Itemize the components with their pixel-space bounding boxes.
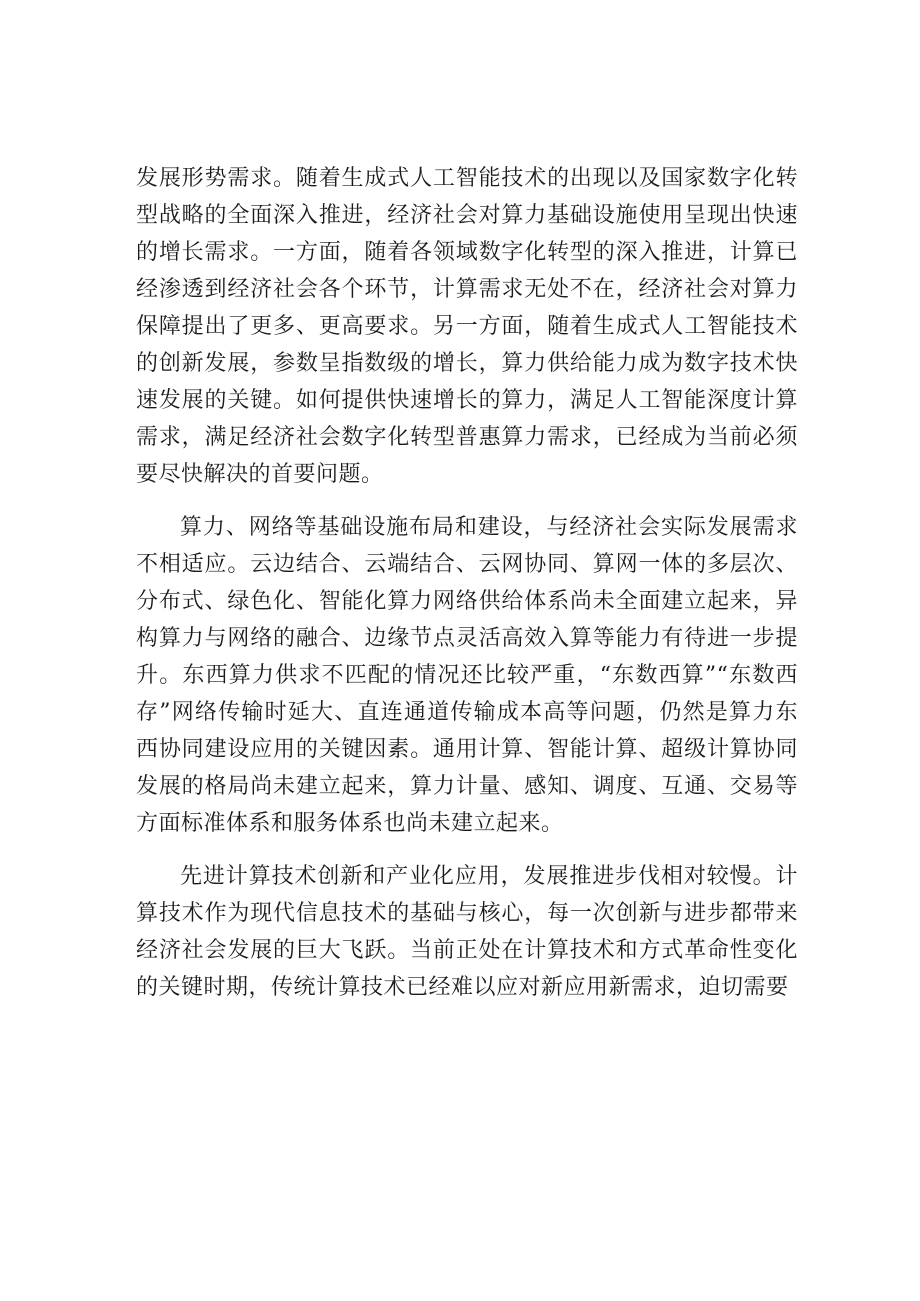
paragraph-infrastructure: 算力、网络等基础设施布局和建设，与经济社会实际发展需求不相适应。云边结合、云端结合、云网协同、算网一体的多层次、分布式、绿色化、智能化算力网络供给体系尚未全面建立起来，异构算力与网络的融合、边缘节点灵活高效入算等能力有待进一步提升。东西算力供求不匹配的情况还比较严重，“东数西算”“东数西存”网络传输时延大、直连通道传输成本高等问题，仍然是算力东西协同建设应用的关键因素。通用计算、智能计算、超级计算协同发展的格局尚未建立起来，算力计量、感知、调度、互通、交易等方面标准体系和服务体系也尚未建立起来。 [136, 515, 798, 836]
paragraph-advanced-computing: 先进计算技术创新和产业化应用，发展推进步伐相对较慢。计算技术作为现代信息技术的基础与核心，每一次创新与进步都带来经济社会发展的巨大飞跃。当前正处在计算技术和方式革命性变化的关键时期，传统计算技术已经难以应对新应用新需求，迫切需要 [136, 864, 798, 1000]
document-body [136, 160, 798, 1006]
paragraph-continuation: 发展形势需求。随着生成式人工智能技术的出现以及国家数字化转型战略的全面深入推进，经济社会对算力基础设施使用呈现出快速的增长需求。一方面，随着各领域数字化转型的深入推进，计算已经渗透到经济社会各个环节，计算需求无处不在，经济社会对算力保障提出了更多、更高要求。另一方面，随着生成式人工智能技术的创新发展，参数呈指数级的增长，算力供给能力成为数字技术快速发展的关键。如何提供快速增长的算力，满足人工智能深度计算需求，满足经济社会数字化转型普惠算力需求，已经成为当前必须要尽快解决的首要问题。 [136, 166, 798, 487]
